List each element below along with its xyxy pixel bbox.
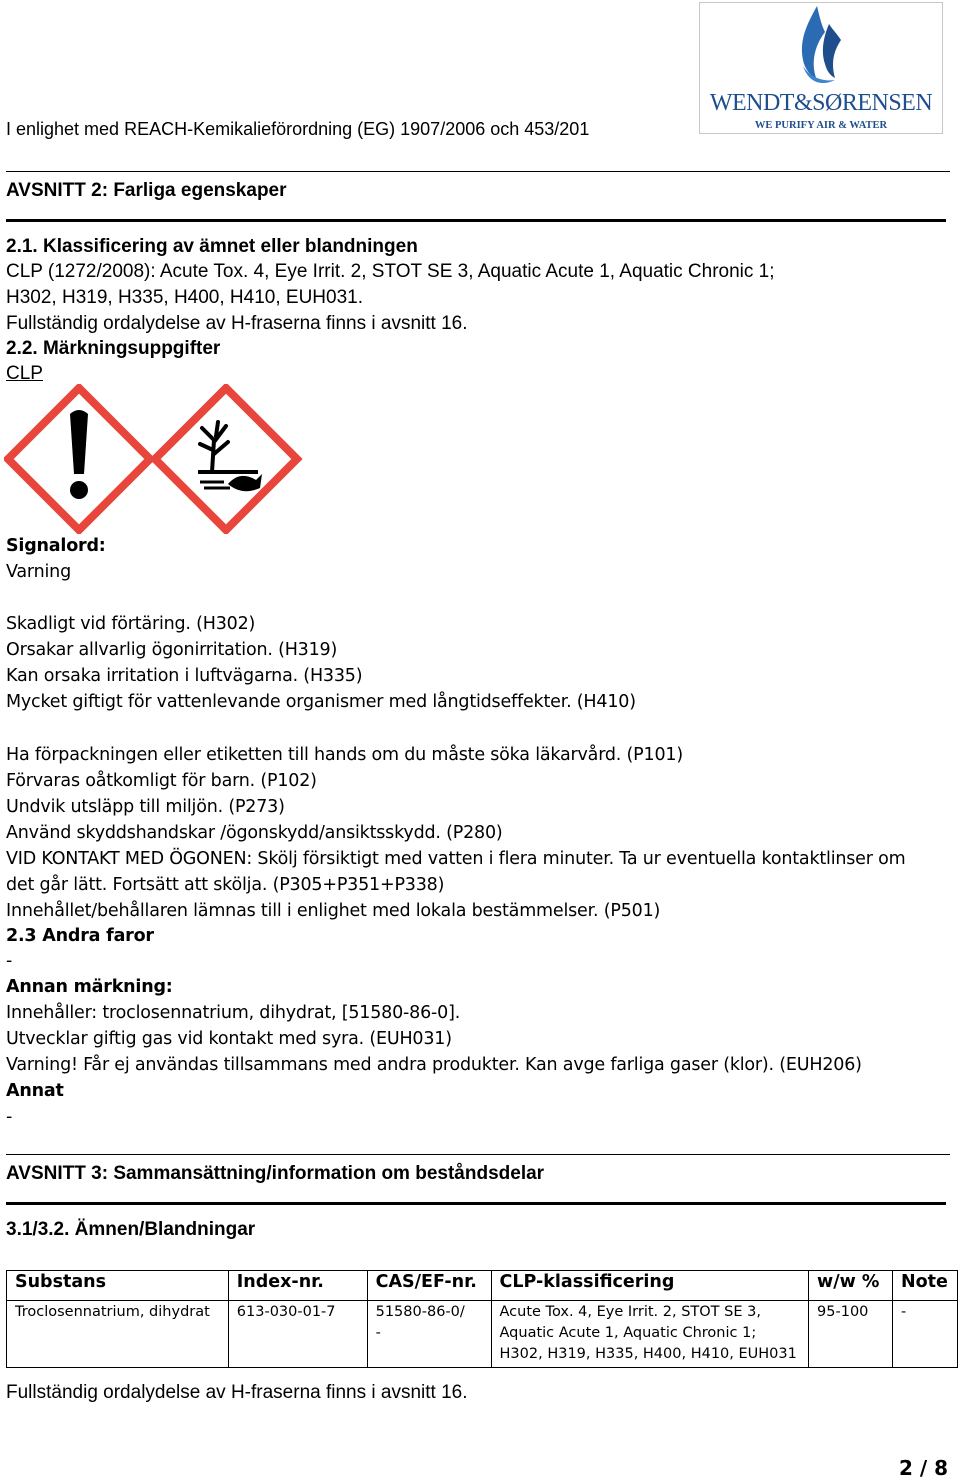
- substance-table: [6, 1270, 958, 1368]
- column-header: w/w %: [809, 1271, 893, 1301]
- divider: [6, 1154, 950, 1155]
- cell-substans: Troclosennatrium, dihydrat: [7, 1301, 229, 1368]
- cas-line: -: [375, 1325, 381, 1341]
- s31-title: 3.1/3.2. Ämnen/Blandningar: [6, 1219, 256, 1240]
- cell-clp: [491, 1301, 809, 1368]
- s23-value: -: [6, 951, 13, 971]
- signal-word: Varning: [6, 562, 71, 582]
- p-statement: Ha förpackningen eller etiketten till hands om du måste söka läkarvård. (P101): [6, 745, 683, 765]
- cell-ww: 95-100: [809, 1301, 893, 1368]
- divider-thick: [6, 219, 946, 222]
- exclamation-mark-pictogram: [8, 388, 150, 530]
- ghs-pictograms: [4, 384, 304, 534]
- signal-label: Signalord:: [6, 536, 106, 556]
- cas-line: 51580-86-0/: [375, 1304, 465, 1320]
- clp-line: Aquatic Acute 1, Aquatic Chronic 1;: [499, 1325, 757, 1341]
- environment-pictogram: [155, 388, 297, 530]
- classification-line: H302, H319, H335, H400, H410, EUH031.: [6, 287, 363, 308]
- clp-label: CLP: [6, 363, 43, 384]
- column-header: CAS/EF-nr.: [367, 1271, 491, 1301]
- column-header: Index-nr.: [228, 1271, 367, 1301]
- table-header-row: [7, 1271, 958, 1301]
- h-statement: Mycket giftigt för vattenlevande organismer med långtidseffekter. (H410): [6, 692, 636, 712]
- p-statement: Förvaras oåtkomligt för barn. (P102): [6, 771, 317, 791]
- other-line: Utvecklar giftig gas vid kontakt med syra. (EUH031): [6, 1029, 452, 1049]
- table-row: [7, 1301, 958, 1368]
- column-header: CLP-klassificering: [491, 1271, 809, 1301]
- section2-title: AVSNITT 2: Farliga egenskaper: [6, 180, 287, 201]
- other-label: Annan märkning:: [6, 977, 173, 997]
- h-statement: Skadligt vid förtäring. (H302): [6, 614, 256, 634]
- column-header: Substans: [7, 1271, 229, 1301]
- p-statement: Använd skyddshandskar /ögonskydd/ansiktsskydd. (P280): [6, 823, 503, 843]
- clp-line: Acute Tox. 4, Eye Irrit. 2, STOT SE 3,: [499, 1304, 761, 1320]
- section3-title: AVSNITT 3: Sammansättning/information om beståndsdelar: [6, 1163, 545, 1184]
- column-header: Note: [892, 1271, 957, 1301]
- cell-index: 613-030-01-7: [228, 1301, 367, 1368]
- divider: [6, 171, 950, 172]
- s22-title: 2.2. Märkningsuppgifter: [6, 338, 221, 359]
- footnote: Fullständig ordalydelse av H-fraserna finns i avsnitt 16.: [6, 1382, 468, 1403]
- logo-name: WENDT&SØRENSEN: [709, 90, 933, 116]
- water-flame-icon: [802, 6, 841, 83]
- page-number: 2 / 8: [898, 1456, 948, 1480]
- logo-tagline: WE PURIFY AIR & WATER: [754, 120, 888, 131]
- s23-title: 2.3 Andra faror: [6, 926, 154, 946]
- p-statement: Undvik utsläpp till miljön. (P273): [6, 797, 285, 817]
- h-statement: Orsakar allvarlig ögonirritation. (H319): [6, 640, 338, 660]
- divider-thick: [6, 1202, 946, 1205]
- h-statement: Kan orsaka irritation i luftvägarna. (H335): [6, 666, 363, 686]
- cell-cas: [367, 1301, 491, 1368]
- s21-title: 2.1. Klassificering av ämnet eller blandningen: [6, 236, 418, 257]
- clp-line: H302, H319, H335, H400, H410, EUH031: [499, 1346, 797, 1362]
- other-line: Varning! Får ej användas tillsammans med andra produkter. Kan avge farliga gaser (klor). (EUH206): [6, 1055, 862, 1075]
- annat-value: -: [6, 1107, 13, 1127]
- regulation-header: I enlighet med REACH-Kemikalieförordning (EG) 1907/2006 och 453/201: [6, 119, 590, 139]
- p-statement: det går lätt. Fortsätt att skölja. (P305+P351+P338): [6, 875, 445, 895]
- p-statement: VID KONTAKT MED ÖGONEN: Skölj försiktigt med vatten i flera minuter. Ta ur eventuella kontaktlinser om: [6, 849, 906, 869]
- p-statement: Innehållet/behållaren lämnas till i enlighet med lokala bestämmelser. (P501): [6, 901, 661, 921]
- annat-label: Annat: [6, 1081, 64, 1101]
- other-line: Innehåller: troclosennatrium, dihydrat, [51580-86-0].: [6, 1003, 461, 1023]
- classification-line: Fullständig ordalydelse av H-fraserna finns i avsnitt 16.: [6, 313, 468, 334]
- classification-line: CLP (1272/2008): Acute Tox. 4, Eye Irrit. 2, STOT SE 3, Aquatic Acute 1, Aquatic Chronic 1;: [6, 261, 775, 282]
- cell-note: -: [892, 1301, 957, 1368]
